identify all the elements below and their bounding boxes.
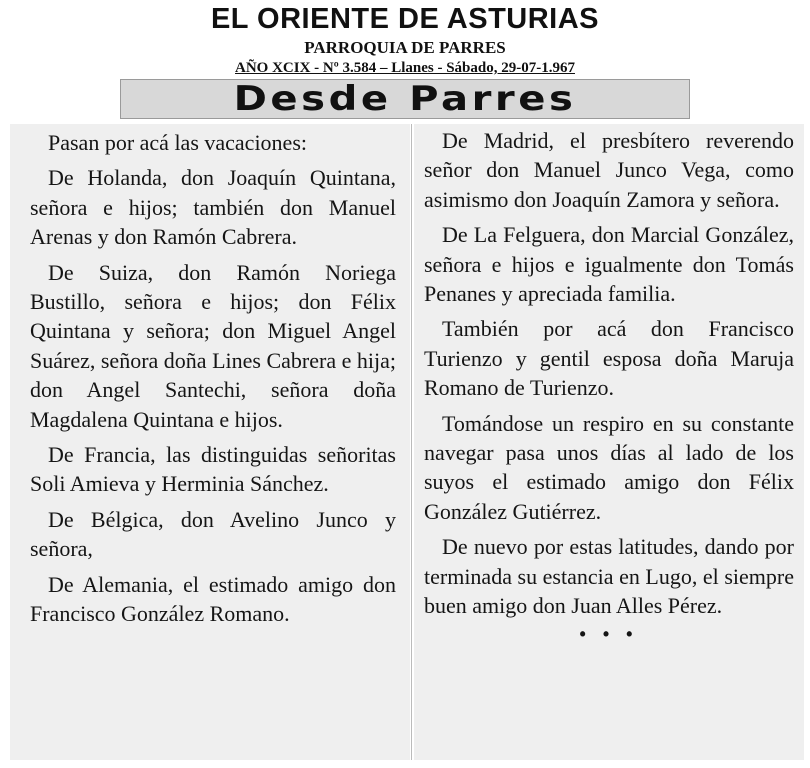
paragraph: De Bélgica, don Avelino Junco y señora, bbox=[30, 506, 396, 562]
section-banner bbox=[120, 79, 690, 119]
paragraph: De Suiza, don Ramón Noriega Bustillo, señora e hijos; don Félix Quintana y señora; don Miguel Angel Suárez, señora doña Lines Cabrera e hija; don Angel Santechi, señora doña Magdalena Quintana e hijos. bbox=[30, 259, 396, 432]
paragraph: De Madrid, el presbítero reverendo señor don Manuel Junco Vega, como asimismo don Joaquín Zamora y señora. bbox=[424, 128, 794, 212]
parish-heading: PARROQUIA DE PARRES bbox=[304, 38, 506, 57]
section-title: Desde Parres bbox=[233, 79, 577, 119]
end-of-article-mark: • • • bbox=[579, 623, 639, 644]
paragraph: De La Felguera, don Marcial González, señora e hijos e igualmente don Tomás Penanes y apreciada familia. bbox=[424, 222, 794, 307]
paragraph: De Holanda, don Joaquín Quintana, señora e hijos; también don Manuel Arenas y don Ramón Cabrera. bbox=[30, 165, 396, 250]
article-text-right bbox=[424, 126, 794, 643]
paragraph: Pasan por acá las vacaciones: bbox=[48, 130, 307, 155]
article-text-left bbox=[30, 128, 396, 635]
paragraph: De nuevo por estas latitudes, dando por terminada su estancia en Lugo, el siempre buen amigo don Juan Alles Pérez. bbox=[424, 534, 794, 619]
paragraph: Tomándose un respiro en su constante navegar pasa unos días al lado de los suyos el estimado amigo don Félix González Gutiérrez. bbox=[424, 410, 794, 524]
newspaper-masthead: EL ORIENTE DE ASTURIAS bbox=[210, 3, 600, 35]
issue-line: AÑO XCIX - Nº 3.584 – Llanes - Sábado, 29-07-1.967 bbox=[235, 60, 575, 76]
article-column-right bbox=[414, 124, 804, 760]
paragraph: De Francia, las distinguidas señoritas Soli Amieva y Herminia Sánchez. bbox=[30, 442, 396, 497]
column-divider bbox=[411, 124, 412, 760]
paragraph: También por acá don Francisco Turienzo y gentil esposa doña Maruja Romano de Turienzo. bbox=[424, 316, 794, 401]
paragraph: De Alemania, el estimado amigo don Francisco González Romano. bbox=[30, 571, 396, 627]
article-column-left bbox=[10, 124, 410, 760]
